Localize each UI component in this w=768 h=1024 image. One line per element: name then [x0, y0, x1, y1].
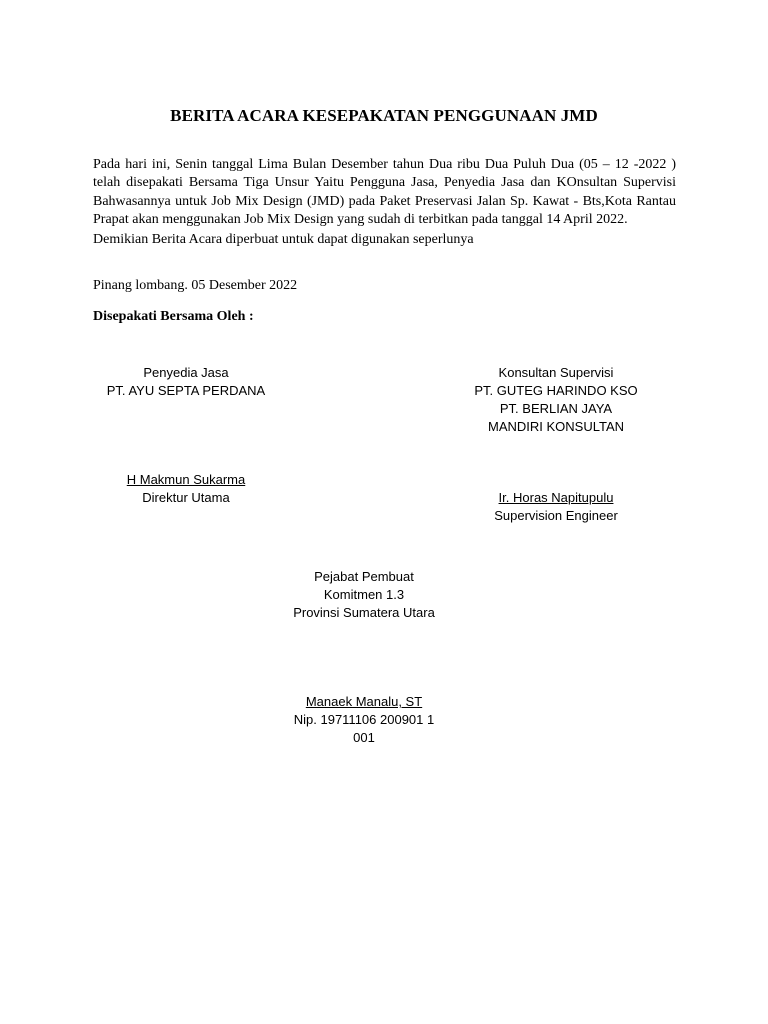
consultant-signature [456, 489, 656, 525]
provider-role: Penyedia Jasa [143, 365, 229, 380]
consultant-position: Supervision Engineer [494, 508, 618, 523]
official-role-line3: Provinsi Sumatera Utara [293, 605, 435, 620]
place-date: Pinang lombang. 05 Desember 2022 [93, 278, 298, 293]
provider-signature [86, 471, 286, 507]
consultant-block [456, 364, 656, 436]
opening-paragraph: Pada hari ini, Senin tanggal Lima Bulan Desember tahun Dua ribu Dua Puluh Dua (05 – 12 -2022 ) telah disepakati Bersama Tiga Unsur Yaitu Pengguna Jasa, Penyedia Jasa dan KOnsultan Supervisi Bahwasannya untuk Job Mix Design (JMD) pada Paket Preservasi Jalan Sp. Kawat - Bts,Kota Rantau Prapat akan menggunakan Job Mix Design yang sudah di terbitkan pada tanggal 14 April 2022. [93, 157, 676, 228]
official-role-line2: Komitmen 1.3 [323, 587, 405, 602]
document-title: BERITA ACARA KESEPAKATAN PENGGUNAAN JMD [170, 106, 598, 125]
closing-paragraph: Demikian Berita Acara diperbuat untuk dapat digunakan seperlunya [93, 232, 474, 247]
consultant-company-line3: MANDIRI KONSULTAN [487, 419, 625, 434]
consultant-company-line2: PT. BERLIAN JAYA [499, 401, 613, 416]
official-role-line1: Pejabat Pembuat [314, 569, 414, 584]
official-block [264, 568, 464, 622]
provider-block [86, 364, 286, 400]
agreed-by-heading: Disepakati Bersama Oleh : [93, 309, 254, 324]
official-nip-line2: 001 [353, 730, 375, 745]
provider-position: Direktur Utama [142, 490, 230, 505]
official-nip-line1: Nip. 19711106 200901 1 [293, 712, 435, 727]
consultant-role: Konsultan Supervisi [498, 365, 614, 380]
consultant-name: Ir. Horas Napitupulu [498, 490, 614, 505]
official-name: Manaek Manalu, ST [305, 694, 423, 709]
consultant-company-line1: PT. GUTEG HARINDO KSO [474, 383, 638, 398]
official-signature [264, 693, 464, 747]
provider-company: PT. AYU SEPTA PERDANA [106, 383, 266, 398]
provider-name: H Makmun Sukarma [126, 472, 246, 487]
